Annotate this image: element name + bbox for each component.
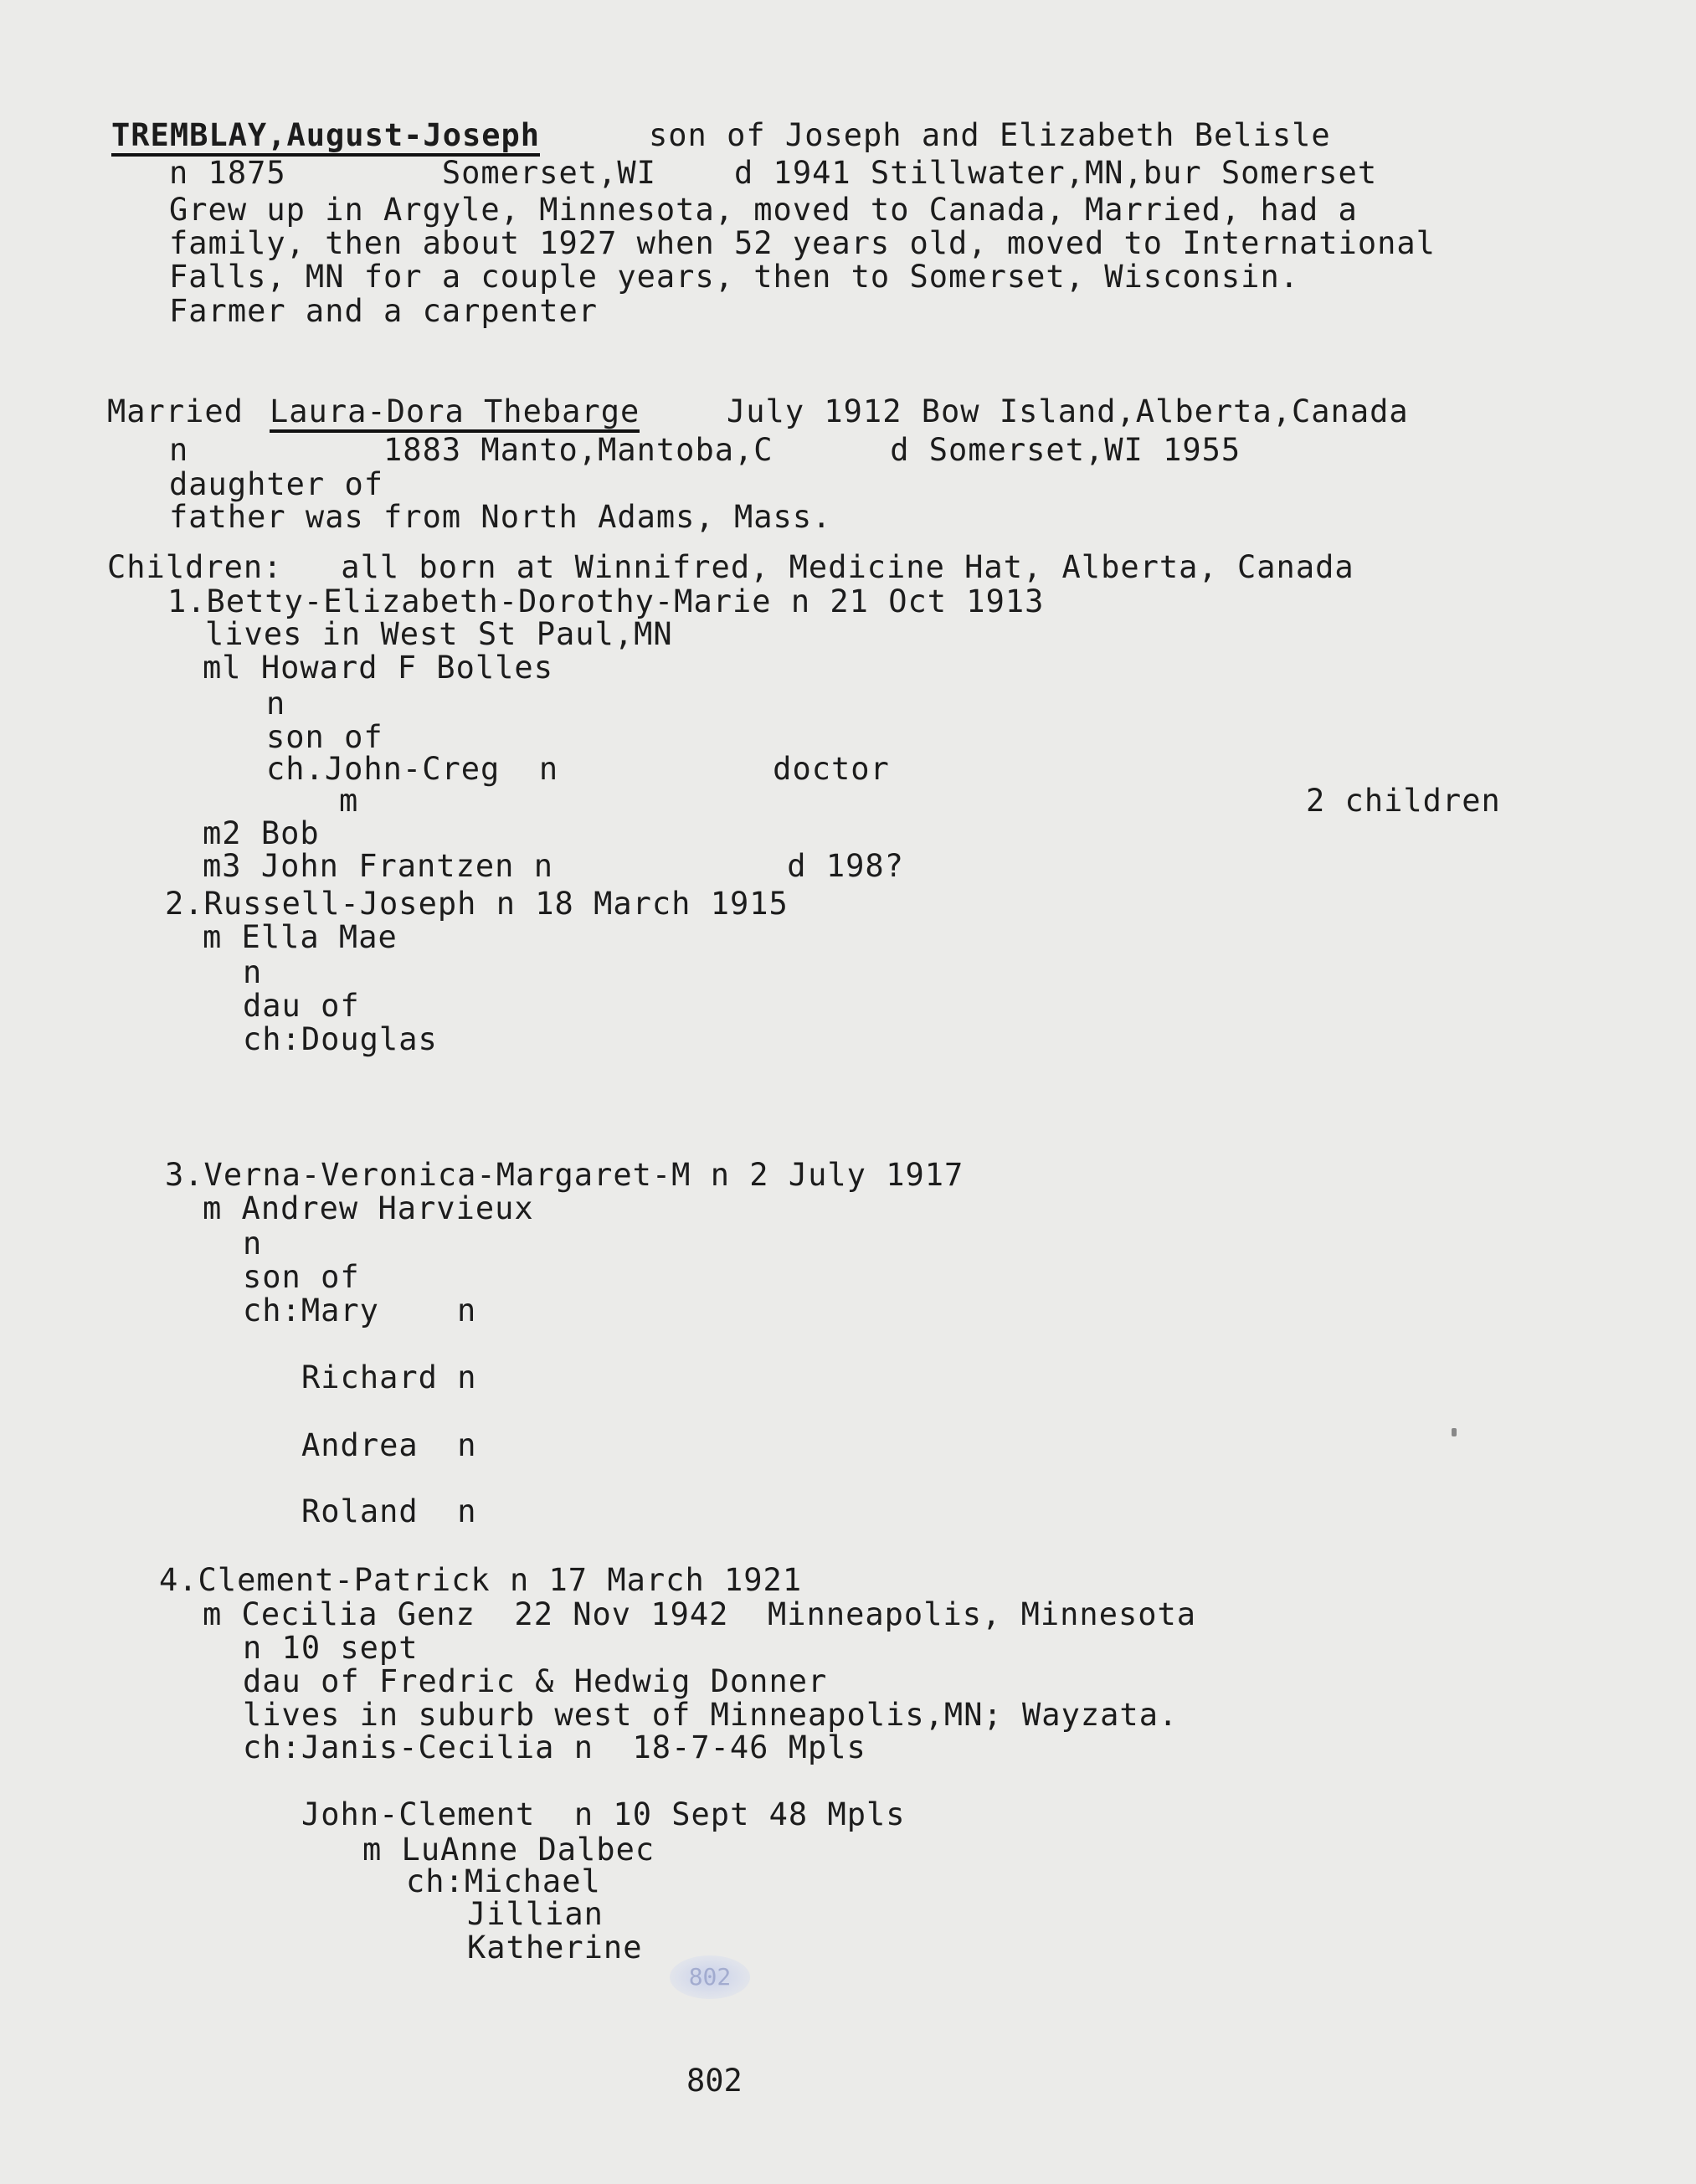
child-detail: m2 Bob	[203, 815, 320, 851]
birth-death-line: n 1875 Somerset,WI d 1941 Stillwater,MN,bur Somerset	[169, 155, 1378, 191]
child-detail: m Cecilia Genz 22 Nov 1942 Minneapolis, Minnesota	[203, 1596, 1197, 1632]
children-header: Children: all born at Winnifred, Medicine Hat, Alberta, Canada	[107, 549, 1354, 585]
bio-line: Grew up in Argyle, Minnesota, moved to Canada, Married, had a	[169, 192, 1358, 228]
child-entry: 2.Russell-Joseph n 18 March 1915	[165, 886, 789, 922]
child-detail: ml Howard F Bolles	[203, 650, 553, 686]
marriage-prefix: Married	[107, 393, 244, 429]
marriage-place-date: July 1912 Bow Island,Alberta,Canada	[727, 393, 1409, 429]
child-detail: m LuAnne Dalbec	[362, 1832, 655, 1868]
child-detail: n 10 sept	[243, 1630, 419, 1666]
child-detail: ch:Mary n	[243, 1292, 477, 1328]
child-detail: m	[339, 783, 359, 819]
child-entry: 1.Betty-Elizabeth-Dorothy-Marie n 21 Oct 1913	[167, 583, 1045, 619]
child-detail: Andrea n	[301, 1427, 477, 1463]
spouse-birth-death: n 1883 Manto,Mantoba,C d Somerset,WI 1955	[169, 432, 1241, 468]
child-detail: Roland n	[301, 1493, 477, 1529]
child-detail: n	[243, 1226, 263, 1262]
spouse-name: Laura-Dora Thebarge	[270, 395, 640, 429]
child-detail: lives in West St Paul,MN	[205, 616, 673, 652]
child-entry: 4.Clement-Patrick n 17 March 1921	[159, 1562, 803, 1598]
page-stamp: 802	[670, 1955, 750, 1999]
child-detail: dau of Fredric & Hedwig Donner	[243, 1663, 828, 1699]
spouse-parents: daughter of	[169, 466, 384, 502]
child-detail: m Andrew Harvieux	[203, 1190, 534, 1226]
child-detail: Jillian	[467, 1896, 604, 1932]
child-entry: 3.Verna-Veronica-Margaret-M n 2 July 1917	[165, 1157, 964, 1193]
child-detail: m3 John Frantzen n d 198?	[203, 848, 904, 884]
bio-line: Falls, MN for a couple years, then to Somerset, Wisconsin.	[169, 259, 1300, 295]
header-name	[111, 119, 540, 152]
child-detail: Katherine	[467, 1930, 643, 1966]
spouse-father-note: father was from North Adams, Mass.	[169, 499, 832, 535]
child-detail: lives in suburb west of Minneapolis,MN; Wayzata.	[243, 1697, 1179, 1733]
header-parents: son of Joseph and Elizabeth Belisle	[649, 117, 1331, 153]
child-detail: son of	[243, 1259, 360, 1295]
child-detail: ch.John-Creg n doctor	[266, 751, 890, 787]
child-detail: ch:Michael	[406, 1863, 601, 1899]
bio-line: Farmer and a carpenter	[169, 293, 599, 329]
child-detail: dau of	[243, 988, 360, 1024]
primary-name: TREMBLAY,August-Joseph	[111, 117, 540, 157]
child-detail: ch:Janis-Cecilia n 18-7-46 Mpls	[243, 1729, 866, 1765]
child-detail: n	[266, 686, 286, 722]
page-number: 802	[686, 2063, 743, 2099]
child-detail: 2 children	[1306, 783, 1501, 819]
child-detail: Richard n	[301, 1359, 477, 1395]
child-detail: son of	[266, 719, 383, 755]
child-detail: ch:Douglas	[243, 1021, 438, 1057]
child-detail: m Ella Mae	[203, 919, 398, 955]
child-detail: John-Clement n 10 Sept 48 Mpls	[301, 1796, 906, 1832]
child-detail: n	[243, 954, 263, 990]
bio-line: family, then about 1927 when 52 years old, moved to International	[169, 225, 1436, 261]
stray-mark	[1452, 1428, 1457, 1436]
